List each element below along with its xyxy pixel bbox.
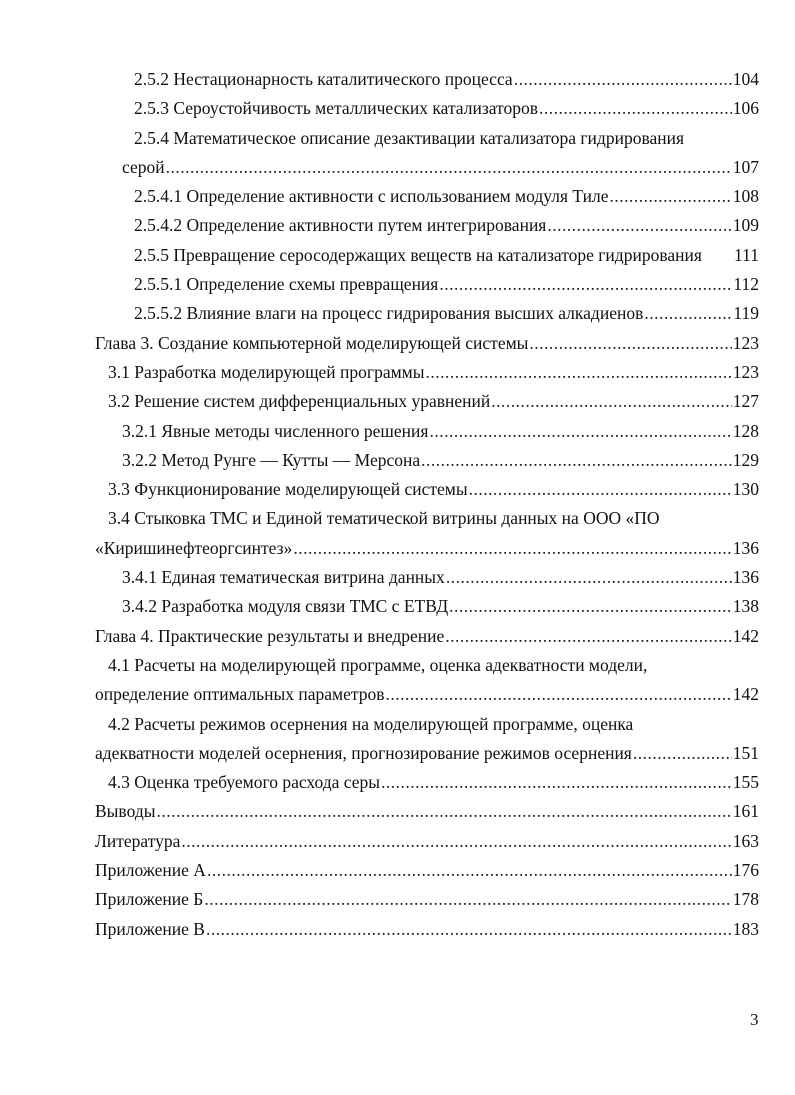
toc-entry-title: 3.2.2 Метод Рунге — Кутты — Мерсона bbox=[122, 449, 421, 470]
page-number: 3 bbox=[750, 1010, 759, 1029]
toc-entry-title: 2.5.4.1 Определение активности с использованием модуля Тиле bbox=[134, 186, 609, 207]
toc-entry bbox=[0, 885, 795, 914]
toc-entry-page: 136 bbox=[732, 537, 759, 558]
dot-leader bbox=[426, 358, 732, 387]
dot-leader bbox=[644, 299, 732, 328]
table-of-contents bbox=[0, 65, 795, 944]
toc-entry-page: 104 bbox=[732, 69, 759, 89]
toc-entry bbox=[0, 651, 795, 680]
toc-entry-page: 142 bbox=[732, 684, 759, 705]
toc-entry-page: 176 bbox=[732, 860, 759, 881]
toc-entry-page: 128 bbox=[732, 420, 759, 441]
toc-entry-title: Приложение Б bbox=[95, 889, 204, 910]
toc-entry bbox=[0, 768, 795, 797]
toc-entry bbox=[0, 299, 795, 328]
toc-entry-title: Приложение А bbox=[95, 860, 206, 881]
dot-leader bbox=[610, 182, 732, 211]
dot-leader bbox=[381, 768, 732, 797]
toc-entry bbox=[0, 856, 795, 885]
toc-entry bbox=[0, 475, 795, 504]
toc-entry bbox=[0, 94, 795, 123]
toc-entry-title-continued: «Киришинефтеоргсинтез» bbox=[95, 537, 293, 558]
toc-entry bbox=[0, 358, 795, 387]
dot-leader bbox=[445, 622, 731, 651]
toc-entry-page: 163 bbox=[732, 830, 759, 851]
dot-leader bbox=[514, 65, 732, 94]
dot-leader bbox=[529, 329, 731, 358]
toc-entry-page: 161 bbox=[732, 801, 759, 822]
toc-entry-page: 111 bbox=[734, 244, 759, 265]
dot-leader bbox=[421, 446, 732, 475]
toc-entry bbox=[0, 65, 795, 94]
toc-entry bbox=[0, 270, 795, 299]
toc-entry-page: 129 bbox=[732, 449, 759, 470]
toc-entry bbox=[0, 182, 795, 211]
toc-entry-title: Выводы bbox=[95, 801, 156, 822]
dot-leader bbox=[166, 153, 732, 182]
toc-entry-title: 2.5.3 Сероустойчивость металлических катализаторов bbox=[134, 98, 538, 119]
toc-entry bbox=[0, 827, 795, 856]
toc-entry-title: 2.5.4.2 Определение активности путем интегрирования bbox=[134, 215, 547, 236]
toc-entry-title: 3.4.1 Единая тематическая витрина данных bbox=[122, 567, 445, 588]
toc-entry-continuation bbox=[0, 680, 795, 709]
toc-entry-title: 2.5.2 Нестационарность каталитического процесса bbox=[134, 69, 513, 89]
toc-entry bbox=[0, 563, 795, 592]
toc-entry-title: Глава 3. Создание компьютерной моделирующей системы bbox=[95, 332, 529, 353]
toc-entry-title: Литература bbox=[95, 830, 181, 851]
dot-leader bbox=[386, 680, 732, 709]
dot-leader bbox=[181, 827, 731, 856]
dot-leader bbox=[207, 856, 732, 885]
dot-leader bbox=[491, 387, 731, 416]
toc-entry-page: 138 bbox=[732, 596, 759, 617]
toc-entry bbox=[0, 504, 795, 533]
dot-leader bbox=[469, 475, 732, 504]
toc-entry-page: 112 bbox=[733, 274, 759, 295]
toc-entry-continuation bbox=[0, 534, 795, 563]
toc-entry-page: 130 bbox=[732, 479, 759, 500]
toc-entry bbox=[0, 446, 795, 475]
toc-entry-title-continued: определение оптимальных параметров bbox=[95, 684, 385, 705]
toc-entry-title: 4.1 Расчеты на моделирующей программе, оценка адекватности модели, bbox=[108, 654, 648, 675]
toc-entry bbox=[0, 211, 795, 240]
toc-entry-page: 178 bbox=[732, 889, 759, 910]
toc-entry-title-continued: адекватности моделей осернения, прогнозирование режимов осернения bbox=[95, 742, 632, 763]
dot-leader bbox=[439, 270, 732, 299]
toc-entry-page: 108 bbox=[732, 186, 759, 207]
dot-leader bbox=[429, 417, 731, 446]
toc-entry-page: 142 bbox=[732, 625, 759, 646]
toc-entry-page: 123 bbox=[732, 332, 759, 353]
toc-entry-title: 2.5.5.2 Влияние влаги на процесс гидрирования высших алкадиенов bbox=[134, 303, 644, 324]
toc-entry-title: Глава 4. Практические результаты и внедрение bbox=[95, 625, 445, 646]
dot-leader bbox=[539, 94, 732, 123]
toc-entry-title: 3.4 Стыковка ТМС и Единой тематической витрины данных на ООО «ПО bbox=[108, 508, 660, 529]
toc-entry-title: 3.2 Решение систем дифференциальных уравнений bbox=[108, 391, 491, 412]
toc-entry bbox=[0, 329, 795, 358]
toc-entry bbox=[0, 915, 795, 944]
toc-entry-title: 2.5.5 Превращение серосодержащих веществ на катализаторе гидрирования bbox=[134, 244, 702, 265]
dot-leader bbox=[547, 211, 731, 240]
toc-entry bbox=[0, 387, 795, 416]
dot-leader bbox=[204, 885, 731, 914]
toc-entry bbox=[0, 797, 795, 826]
toc-entry bbox=[0, 124, 795, 153]
toc-entry-title: Приложение В bbox=[95, 918, 205, 939]
toc-entry-continuation bbox=[0, 739, 795, 768]
toc-entry bbox=[0, 622, 795, 651]
toc-entry bbox=[0, 417, 795, 446]
toc-entry bbox=[0, 592, 795, 621]
dot-leader bbox=[293, 534, 731, 563]
dot-leader bbox=[633, 739, 732, 768]
toc-entry-title: 3.3 Функционирование моделирующей системы bbox=[108, 479, 468, 500]
toc-entry-title: 2.5.5.1 Определение схемы превращения bbox=[134, 274, 439, 295]
toc-entry-page: 106 bbox=[732, 98, 759, 119]
toc-entry-title: 4.2 Расчеты режимов осернения на моделирующей программе, оценка bbox=[108, 713, 634, 734]
toc-entry bbox=[0, 241, 795, 270]
dot-leader bbox=[206, 915, 732, 944]
toc-entry-title: 3.1 Разработка моделирующей программы bbox=[108, 361, 425, 382]
toc-entry-page: 107 bbox=[732, 156, 759, 177]
dot-leader bbox=[449, 592, 732, 621]
dot-leader bbox=[156, 797, 731, 826]
toc-entry-page: 151 bbox=[732, 742, 759, 763]
toc-entry-page: 136 bbox=[732, 567, 759, 588]
toc-entry-page: 119 bbox=[733, 303, 759, 324]
toc-entry-title: 3.4.2 Разработка модуля связи ТМС с ЕТВД bbox=[122, 596, 449, 617]
toc-entry-page: 127 bbox=[732, 391, 759, 412]
toc-entry-title: 3.2.1 Явные методы численного решения bbox=[122, 420, 429, 441]
toc-entry-page: 183 bbox=[732, 918, 759, 939]
toc-entry bbox=[0, 710, 795, 739]
toc-entry-page: 109 bbox=[732, 215, 759, 236]
toc-entry-title: 2.5.4 Математическое описание дезактивации катализатора гидрирования bbox=[134, 127, 685, 148]
toc-entry-title: 4.3 Оценка требуемого расхода серы bbox=[108, 772, 381, 793]
toc-entry-page: 155 bbox=[732, 772, 759, 793]
toc-entry-page: 123 bbox=[732, 361, 759, 382]
toc-entry-title-continued: серой bbox=[122, 156, 165, 177]
dot-leader bbox=[446, 563, 732, 592]
toc-entry-continuation bbox=[0, 153, 795, 182]
